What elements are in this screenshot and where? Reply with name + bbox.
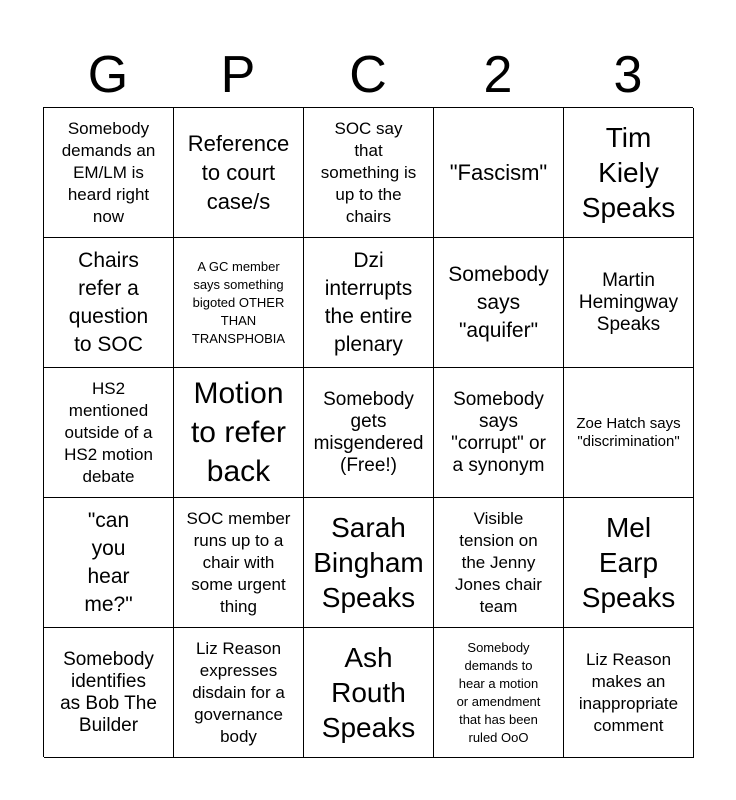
cell-text: "can you hear me?" — [84, 508, 133, 616]
header-letter-3: C — [349, 46, 387, 104]
bingo-cell[interactable] — [304, 628, 434, 758]
cell-text: Motion to refer back — [190, 377, 287, 488]
cell-text: SOC member runs up to a chair with some urgent thing — [186, 508, 291, 616]
bingo-cell[interactable] — [434, 628, 564, 758]
cell-text: Chairs refer a question to SOC — [68, 248, 149, 356]
cell-text: Somebody identifies as Bob The Builder — [60, 648, 157, 736]
bingo-cell[interactable] — [304, 368, 434, 498]
bingo-cell[interactable] — [564, 498, 694, 628]
bingo-cell[interactable] — [434, 498, 564, 628]
bingo-cell[interactable] — [174, 108, 304, 238]
cell-text: Sarah Bingham Speaks — [313, 512, 424, 613]
cell-text: Visible tension on the Jenny Jones chair team — [455, 508, 542, 616]
bingo-cell[interactable] — [434, 238, 564, 368]
cell-text: HS2 mentioned outside of a HS2 motion debate — [64, 378, 153, 486]
bingo-cell[interactable] — [44, 238, 174, 368]
cell-text: Tim Kiely Speaks — [581, 122, 676, 223]
cell-text: Liz Reason expresses disdain for a governance body — [192, 638, 285, 746]
bingo-cell[interactable] — [44, 108, 174, 238]
bingo-header — [43, 42, 693, 108]
cell-text: Somebody says "corrupt" or a synonym — [451, 388, 546, 476]
cell-text: Ash Routh Speaks — [321, 642, 416, 743]
header-letter-2: P — [220, 46, 256, 104]
bingo-cell[interactable] — [564, 628, 694, 758]
cell-text: "Fascism" — [449, 160, 548, 185]
header-letter-4: 2 — [483, 46, 513, 104]
cell-text: SOC say that something is up to the chairs — [320, 118, 417, 226]
cell-text: Somebody demands an EM/LM is heard right now — [61, 118, 156, 226]
cell-text: Dzi interrupts the entire plenary — [324, 248, 413, 356]
bingo-cell[interactable] — [44, 628, 174, 758]
cell-text: Reference to court case/s — [187, 131, 290, 214]
header-letter-1: G — [87, 46, 129, 104]
bingo-cell[interactable] — [174, 628, 304, 758]
bingo-cell[interactable] — [304, 108, 434, 238]
bingo-cell[interactable] — [174, 368, 304, 498]
bingo-cell[interactable] — [304, 238, 434, 368]
bingo-cell[interactable] — [174, 498, 304, 628]
bingo-cell[interactable] — [564, 238, 694, 368]
cell-text: Somebody demands to hear a motion or amendment that has been ruled OoO — [456, 639, 541, 745]
cell-text: Somebody gets misgendered (Free!) — [313, 388, 424, 476]
cell-text: A GC member says something bigoted OTHER THAN TRANSPHOBIA — [191, 258, 286, 346]
cell-text: Somebody says "aquifer" — [448, 262, 549, 342]
bingo-cell[interactable] — [564, 368, 694, 498]
bingo-cell[interactable] — [434, 368, 564, 498]
cell-text: Martin Hemingway Speaks — [578, 269, 679, 335]
bingo-cell[interactable] — [44, 498, 174, 628]
bingo-grid — [43, 107, 693, 757]
bingo-cell[interactable] — [304, 498, 434, 628]
header-letter-5: 3 — [613, 46, 643, 104]
cell-text: Liz Reason makes an inappropriate comment — [578, 649, 679, 735]
bingo-cell[interactable] — [564, 108, 694, 238]
bingo-cell[interactable] — [44, 368, 174, 498]
bingo-cell[interactable] — [434, 108, 564, 238]
cell-text: Mel Earp Speaks — [581, 512, 676, 613]
cell-text: Zoe Hatch says "discrimination" — [576, 414, 681, 450]
bingo-cell[interactable] — [174, 238, 304, 368]
